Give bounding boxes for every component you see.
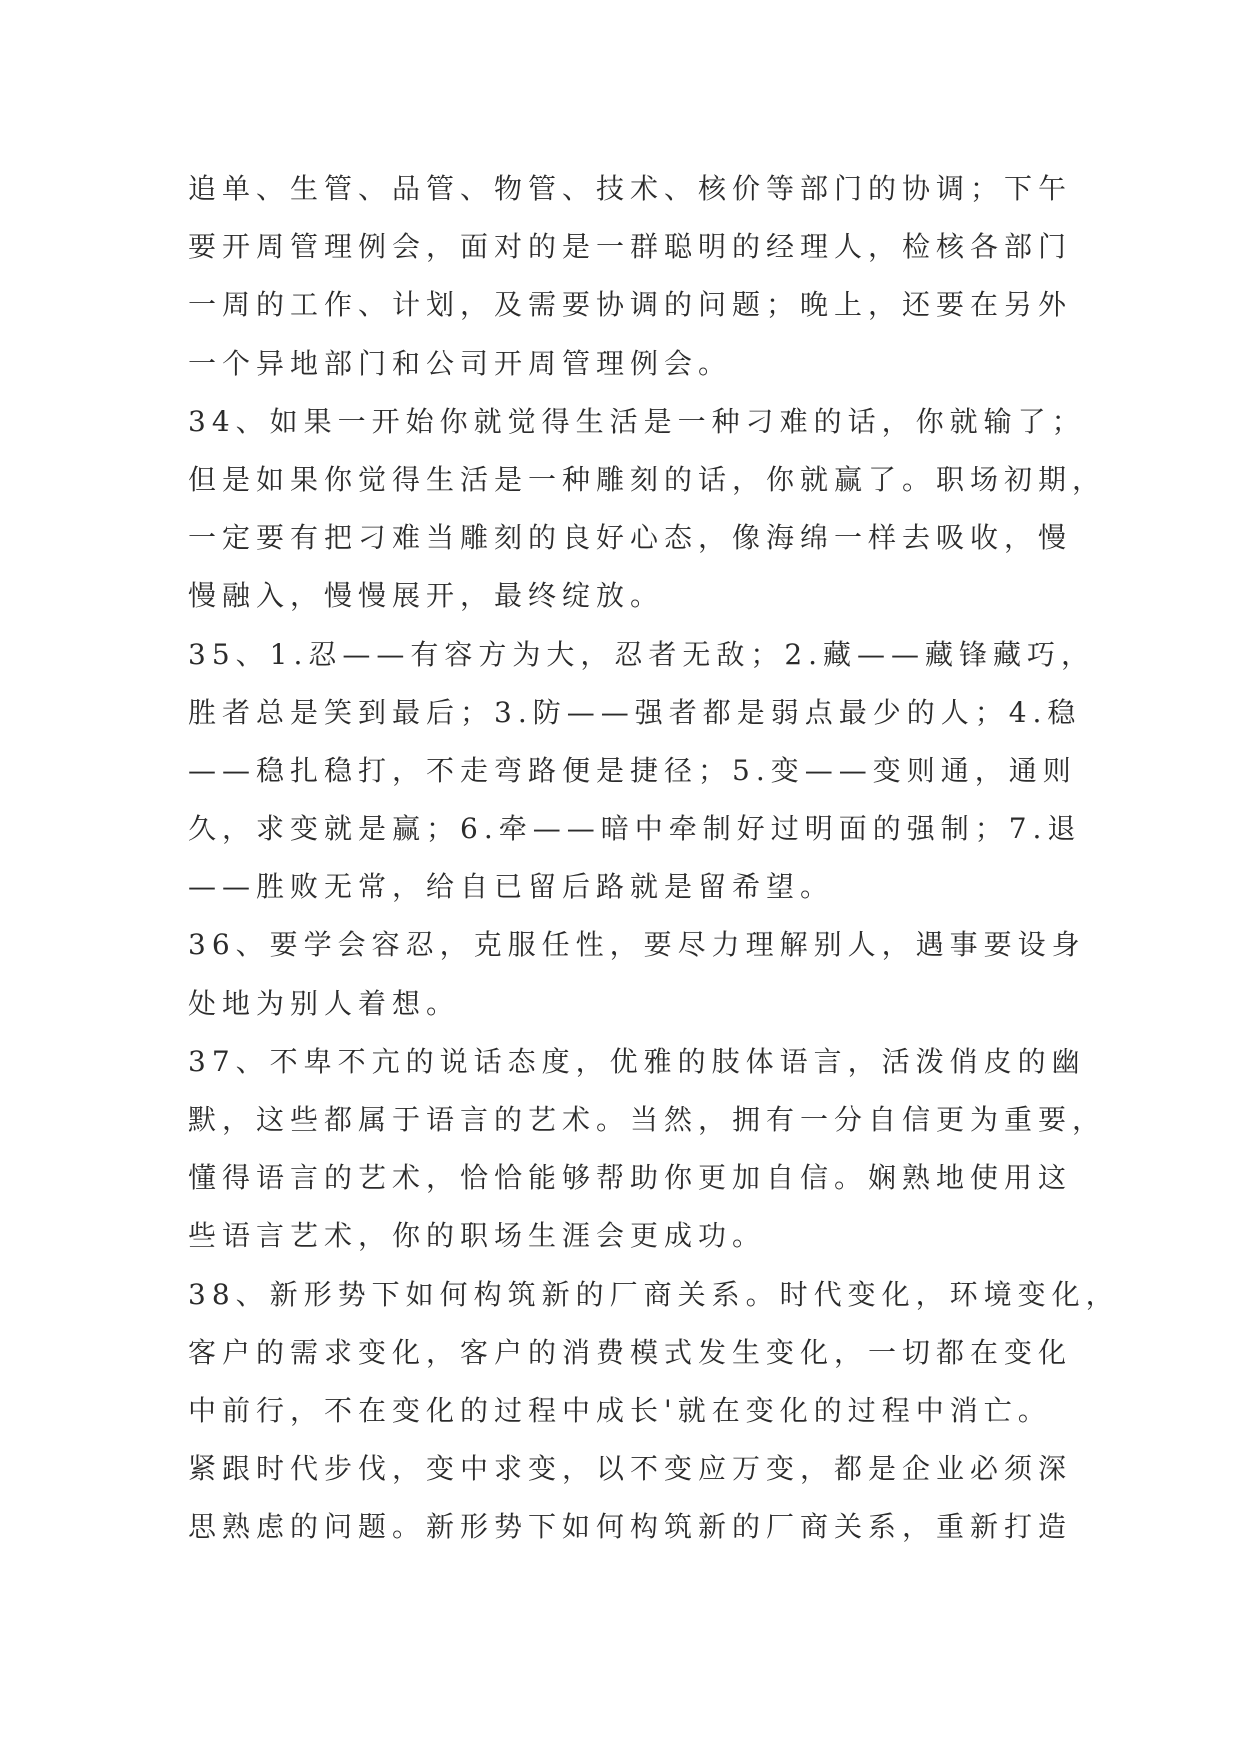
- text-line: 些语言艺术，你的职场生涯会更成功。: [188, 1219, 767, 1253]
- text-line: 一周的工作、计划，及需要协调的问题；晚上，还要在另外: [188, 288, 1073, 322]
- text-line: 紧跟时代步伐，变中求变，以不变应万变，都是企业必须深: [188, 1452, 1073, 1486]
- text-line: 默，这些都属于语言的艺术。当然，拥有一分自信更为重要，: [188, 1103, 1107, 1136]
- document-body: [188, 160, 1120, 1557]
- text-line: 34、如果一开始你就觉得生活是一种刁难的话，你就输了；: [188, 404, 1086, 438]
- text-line: 处地为别人着想。: [188, 986, 461, 1020]
- text-line: 37、不卑不亢的说话态度，优雅的肢体语言，活泼俏皮的幽: [188, 1044, 1086, 1078]
- text-line: ——稳扎稳打，不走弯路便是捷径；5.变——变则通，通则: [188, 753, 1077, 787]
- text-line: 要开周管理例会，面对的是一群聪明的经理人，检核各部门: [188, 230, 1073, 264]
- text-line: ——胜败无常，给自已留后路就是留希望。: [188, 870, 835, 904]
- text-line: 一个异地部门和公司开周管理例会。: [188, 346, 733, 380]
- text-line: 思熟虑的问题。新形势下如何构筑新的厂商关系，重新打造: [188, 1510, 1073, 1544]
- text-line: 懂得语言的艺术，恰恰能够帮助你更加自信。娴熟地使用这: [188, 1161, 1073, 1195]
- text-line: 胜者总是笑到最后；3.防——强者都是弱点最少的人；4.稳: [188, 695, 1082, 729]
- text-line: 中前行，不在变化的过程中成长'就在变化的过程中消亡。: [188, 1393, 1052, 1427]
- text-line: 38、新形势下如何构筑新的厂商关系。时代变化，环境变化，: [188, 1277, 1120, 1311]
- text-line: 36、要学会容忍，克服任性，要尽力理解别人，遇事要设身: [188, 928, 1086, 962]
- text-line: 但是如果你觉得生活是一种雕刻的话，你就赢了。职场初期，: [188, 462, 1107, 496]
- text-line: 35、1.忍——有容方为大，忍者无敌；2.藏——藏锋藏巧，: [188, 637, 1096, 671]
- text-line: 客户的需求变化，客户的消费模式发生变化，一切都在变化: [188, 1335, 1073, 1369]
- text-line: 追单、生管、品管、物管、技术、核价等部门的协调；下午: [188, 172, 1073, 205]
- text-line: 久，求变就是赢；6.牵——暗中牵制好过明面的强制；7.退: [188, 812, 1082, 846]
- text-line: 一定要有把刁难当雕刻的良好心态，像海绵一样去吸收，慢: [188, 521, 1073, 555]
- text-line: 慢融入，慢慢展开，最终绽放。: [188, 579, 665, 613]
